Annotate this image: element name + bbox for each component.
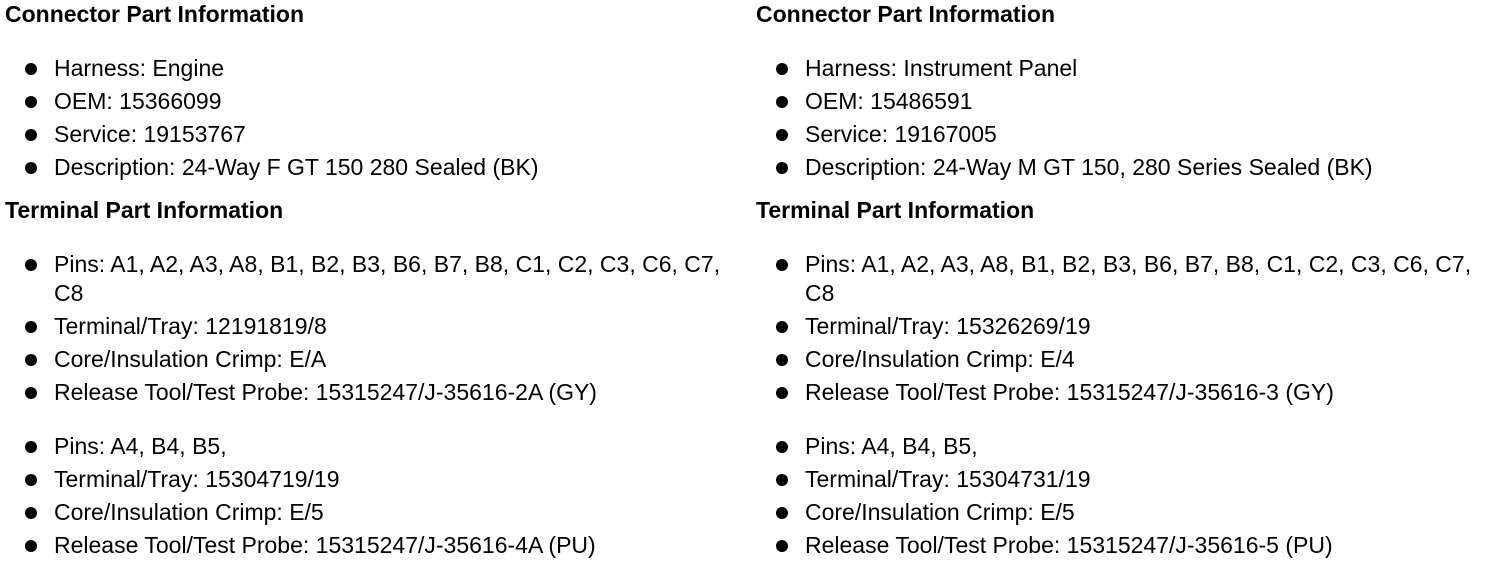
- right-terminal2-pins: Pins: A4, B4, B5,: [756, 432, 1333, 461]
- left-terminal2-pins: Pins: A4, B4, B5,: [5, 432, 596, 461]
- left-terminal-group-2: [5, 432, 596, 564]
- right-terminal1-pins: Pins: A1, A2, A3, A8, B1, B2, B3, B6, B7, B8, C1, C2, C3, C6, C7, C8: [756, 250, 1496, 308]
- left-terminal1-tray: Terminal/Tray: 12191819/8: [5, 312, 745, 341]
- right-terminal-group-2: [756, 432, 1333, 564]
- left-connector-item-harness: Harness: Engine: [5, 54, 539, 83]
- left-connector-heading: Connector Part Information: [5, 1, 305, 27]
- left-terminal-heading: Terminal Part Information: [5, 197, 284, 223]
- left-terminal2-crimp: Core/Insulation Crimp: E/5: [5, 498, 596, 527]
- right-connector-item-harness: Harness: Instrument Panel: [756, 54, 1373, 83]
- right-connector-heading: Connector Part Information: [756, 1, 1056, 27]
- left-connector-item-service: Service: 19153767: [5, 120, 539, 149]
- right-terminal1-crimp: Core/Insulation Crimp: E/4: [756, 345, 1496, 374]
- left-terminal1-pins: Pins: A1, A2, A3, A8, B1, B2, B3, B6, B7, B8, C1, C2, C3, C6, C7, C8: [5, 250, 745, 308]
- right-connector-list: [756, 54, 1373, 186]
- right-terminal-group-1: [756, 250, 1496, 411]
- left-terminal2-release-tool: Release Tool/Test Probe: 15315247/J-35616-4A (PU): [5, 531, 596, 560]
- left-connector-list: [5, 54, 539, 186]
- right-terminal2-release-tool: Release Tool/Test Probe: 15315247/J-35616-5 (PU): [756, 531, 1333, 560]
- right-terminal1-release-tool: Release Tool/Test Probe: 15315247/J-35616-3 (GY): [756, 378, 1496, 407]
- right-terminal2-tray: Terminal/Tray: 15304731/19: [756, 465, 1333, 494]
- right-connector-item-oem: OEM: 15486591: [756, 87, 1373, 116]
- right-terminal-heading: Terminal Part Information: [756, 197, 1035, 223]
- left-terminal2-tray: Terminal/Tray: 15304719/19: [5, 465, 596, 494]
- left-terminal1-release-tool: Release Tool/Test Probe: 15315247/J-35616-2A (GY): [5, 378, 745, 407]
- left-terminal-group-1: [5, 250, 745, 411]
- left-connector-item-description: Description: 24-Way F GT 150 280 Sealed (BK): [5, 153, 539, 182]
- right-connector-item-description: Description: 24-Way M GT 150, 280 Series Sealed (BK): [756, 153, 1373, 182]
- right-terminal2-crimp: Core/Insulation Crimp: E/5: [756, 498, 1333, 527]
- right-terminal1-tray: Terminal/Tray: 15326269/19: [756, 312, 1496, 341]
- left-terminal1-crimp: Core/Insulation Crimp: E/A: [5, 345, 745, 374]
- left-connector-item-oem: OEM: 15366099: [5, 87, 539, 116]
- right-connector-item-service: Service: 19167005: [756, 120, 1373, 149]
